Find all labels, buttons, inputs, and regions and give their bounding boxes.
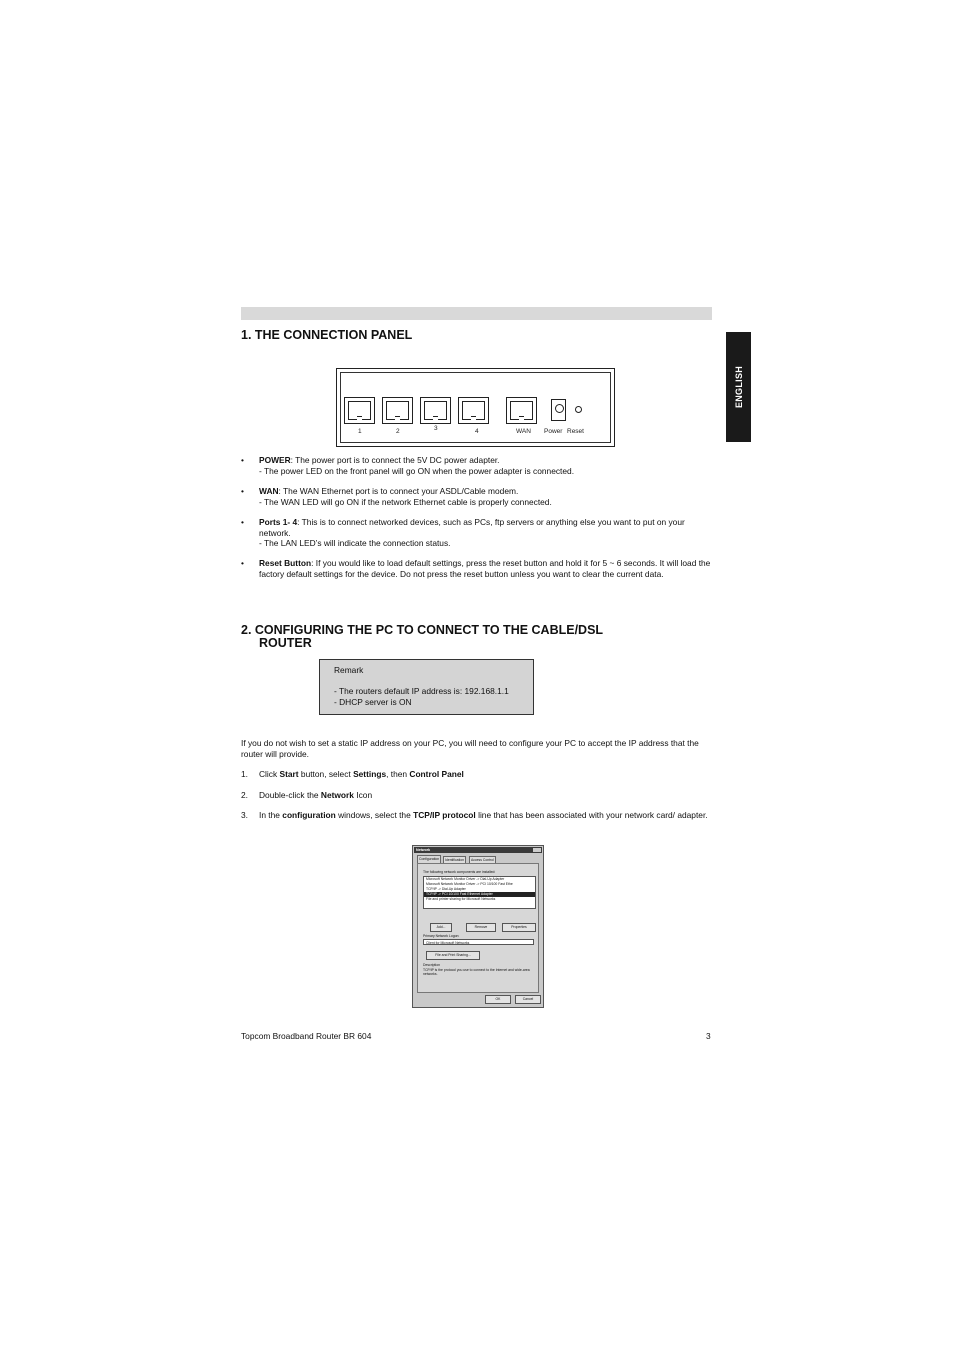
bullet-text: : This is to connect networked devices, such as PCs, ftp servers or anything else you want to put on your network. <box>259 517 685 538</box>
tab-identification: Identification <box>445 858 465 862</box>
add-button: Add... <box>430 923 452 932</box>
port-label-1: 1 <box>358 428 362 435</box>
bullet-term: Reset Button <box>259 558 312 568</box>
remark-box <box>319 659 534 715</box>
reset-button-hole <box>575 406 582 413</box>
description-label: Description <box>423 963 440 967</box>
port-label-power: Power <box>544 428 563 435</box>
bullet-dot: • <box>241 558 244 568</box>
language-tab-label: ENGLISH <box>733 365 744 409</box>
ok-button: OK <box>485 995 511 1004</box>
step-number: 1. <box>241 769 248 779</box>
components-label: The following network components are installed: <box>423 870 496 874</box>
step-number: 3. <box>241 810 248 820</box>
properties-button: Properties <box>502 923 536 932</box>
port-label-reset: Reset <box>567 428 584 435</box>
bullet-dot: • <box>241 517 244 527</box>
lan-port-1 <box>344 397 375 424</box>
bullet-ports <box>241 517 713 549</box>
power-jack <box>551 399 566 421</box>
step-number: 2. <box>241 790 248 800</box>
wan-port <box>506 397 537 424</box>
section2-heading <box>241 624 661 650</box>
port-label-wan: WAN <box>516 428 531 435</box>
footer-page-number: 3 <box>706 1031 711 1041</box>
lan-port-3 <box>420 397 451 424</box>
dialog-title: Network <box>416 848 431 852</box>
header-bar <box>241 307 712 320</box>
bullet-text: : The WAN Ethernet port is to connect your ASDL/Cable modem. <box>278 486 519 496</box>
list-item-selected: TCP/IP -> PCI 10/100 Fast Ethernet Adapter <box>424 892 535 897</box>
list-item: Microsoft Network Monitor Driver -> Dial-Up Adapter <box>426 877 505 881</box>
bullet-note: - The LAN LED’s will indicate the connection status. <box>259 538 451 548</box>
cancel-button: Cancel <box>515 995 541 1004</box>
tab-access-control: Access Control <box>471 858 494 862</box>
port-label-4: 4 <box>475 428 479 435</box>
bullet-note: - The power LED on the front panel will go ON when the power adapter is connected. <box>259 465 575 476</box>
close-icon <box>533 848 541 852</box>
bullet-text: : If you would like to load default settings, press the reset button and hold it for 5 ~ 6 seconds. It will load the factory default settings for the device. Do not press the reset button unless you want to clear the current data. <box>259 558 711 579</box>
lan-port-2 <box>382 397 413 424</box>
remark-line-dhcp: - DHCP server is ON <box>334 696 412 707</box>
lan-port-4 <box>458 397 489 424</box>
section2-heading-line1: 2. CONFIGURING THE PC TO CONNECT TO THE CABLE/DSL <box>241 623 604 637</box>
language-tab <box>726 332 751 442</box>
remark-title: Remark <box>334 665 364 675</box>
bullet-text: : The power port is to connect the 5V DC power adapter. <box>290 455 500 465</box>
bullet-dot: • <box>241 486 244 496</box>
bullet-term: WAN <box>259 486 279 496</box>
bullet-term: POWER <box>259 455 291 465</box>
bullet-power <box>241 455 713 476</box>
network-dialog-screenshot <box>412 845 544 1008</box>
bullet-reset <box>241 558 713 579</box>
file-print-sharing-button: File and Print Sharing... <box>426 951 480 960</box>
intro-paragraph: If you do not wish to set a static IP address on your PC, you will need to configure your PC to accept the IP address that the router will provide. <box>241 738 699 759</box>
step-2: 2. Double-click the Network Icon <box>241 790 373 800</box>
description-text: TCP/IP is the protocol you use to connect to the Internet and wide-area networks. <box>423 968 530 976</box>
step-3: 3. In the configuration windows, select the TCP/IP protocol line that has been associated with your network card/ adapter. <box>241 810 708 820</box>
logon-label: Primary Network Logon: <box>423 934 460 938</box>
panel-frame <box>340 372 611 443</box>
bullet-term: Ports 1- 4 <box>259 517 298 527</box>
remove-button: Remove <box>466 923 496 932</box>
tab-configuration: Configuration <box>417 855 441 864</box>
port-label-3: 3 <box>434 425 438 432</box>
connection-panel-diagram <box>336 368 615 447</box>
section1-heading: 1. THE CONNECTION PANEL <box>241 328 413 342</box>
bullet-wan <box>241 486 713 507</box>
list-item: TCP/IP -> Dial-Up Adapter <box>426 887 466 891</box>
step-1: 1. Click Start button, select Settings, then Control Panel <box>241 769 464 779</box>
list-item: File and printer sharing for Microsoft Networks <box>426 897 496 901</box>
logon-select: Client for Microsoft Networks <box>423 939 534 945</box>
port-label-2: 2 <box>396 428 400 435</box>
bullet-note: - The WAN LED will go ON if the network Ethernet cable is properly connected. <box>259 496 552 507</box>
bullet-dot: • <box>241 455 244 465</box>
footer-product: Topcom Broadband Router BR 604 <box>241 1031 372 1041</box>
dialog-titlebar <box>414 847 542 853</box>
components-list <box>423 876 536 909</box>
remark-line-ip: - The routers default IP address is: 192.168.1.1 <box>334 686 509 696</box>
section2-heading-line2: ROUTER <box>259 636 312 650</box>
dialog-body <box>417 863 539 993</box>
list-item: Microsoft Network Monitor Driver -> PCI 10/100 Fast Ethe <box>426 882 513 886</box>
